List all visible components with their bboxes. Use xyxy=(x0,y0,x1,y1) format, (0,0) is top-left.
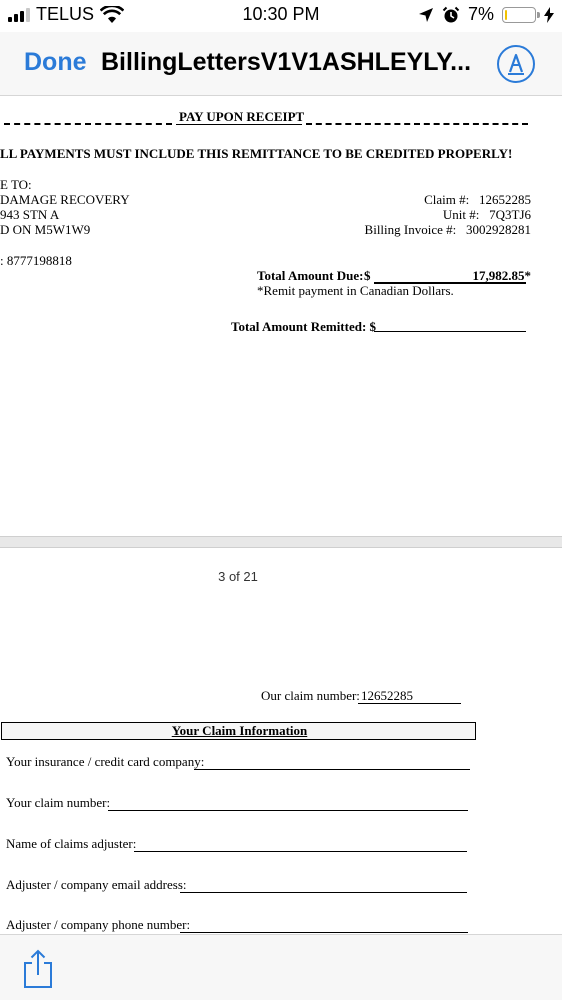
page-indicator: 3 of 21 xyxy=(218,569,258,584)
document-page-remittance[interactable] xyxy=(0,96,562,536)
invoice-number-value: 3002928281 xyxy=(466,222,531,237)
cut-line-left xyxy=(4,123,172,125)
remittance-notice: LL PAYMENTS MUST INCLUDE THIS REMITTANCE TO BE CREDITED PROPERLY! xyxy=(0,146,513,161)
page-separator xyxy=(0,536,562,548)
battery-percent: 7% xyxy=(467,4,494,24)
cut-line-right xyxy=(306,123,528,125)
unit-number-label: Unit #: xyxy=(442,207,480,222)
navigation-bar xyxy=(0,32,562,96)
our-claim-underline xyxy=(358,703,461,704)
heading-underline xyxy=(176,124,302,125)
charging-bolt-icon xyxy=(544,7,554,23)
share-button[interactable] xyxy=(22,949,54,989)
remit-currency-note: *Remit payment in Canadian Dollars. xyxy=(257,283,454,298)
carrier-name: TELUS xyxy=(36,4,95,24)
our-claim-number-label: Our claim number: xyxy=(261,688,360,703)
markup-button[interactable] xyxy=(497,45,535,83)
unit-number-value: 7Q3TJ6 xyxy=(489,207,531,222)
field-label-adjuster-email: Adjuster / company email address: xyxy=(6,877,187,892)
clock: 10:30 PM xyxy=(242,4,320,24)
total-due-label: Total Amount Due: xyxy=(257,268,364,283)
bottom-toolbar xyxy=(0,934,562,1000)
total-due-value: 17,982.85* xyxy=(472,268,531,283)
field-line-claims-adjuster[interactable] xyxy=(134,851,467,852)
our-claim-number-value: 12652285 xyxy=(361,688,413,703)
unit-number-row xyxy=(443,207,531,222)
field-line-insurance-company[interactable] xyxy=(194,769,470,770)
field-line-adjuster-email[interactable] xyxy=(180,892,467,893)
status-right xyxy=(418,4,554,25)
location-arrow-icon xyxy=(418,7,434,23)
document-title: BillingLettersV1V1ASHLEYLY... xyxy=(101,48,472,76)
alarm-clock-icon xyxy=(442,6,460,24)
pay-upon-receipt-heading: PAY UPON RECEIPT xyxy=(179,109,305,124)
section-title: Your Claim Information xyxy=(171,723,308,738)
done-button[interactable]: Done xyxy=(24,48,87,76)
address-line-3: 943 STN A xyxy=(0,207,60,222)
markup-pen-icon xyxy=(499,47,533,81)
address-line-1: E TO: xyxy=(0,177,32,192)
field-label-claim-number: Your claim number: xyxy=(6,795,111,810)
total-remitted-blank[interactable] xyxy=(374,331,526,332)
field-label-insurance-company: Your insurance / credit card company: xyxy=(6,754,205,769)
total-due-currency: $ xyxy=(364,268,371,283)
document-page-claim-info[interactable] xyxy=(0,548,562,934)
field-label-adjuster-phone: Adjuster / company phone number: xyxy=(6,917,191,932)
address-line-2: DAMAGE RECOVERY xyxy=(0,192,130,207)
invoice-number-row xyxy=(365,222,531,237)
field-label-claims-adjuster: Name of claims adjuster: xyxy=(6,836,137,851)
total-remitted-label: Total Amount Remitted: $ xyxy=(231,319,377,334)
invoice-number-label: Billing Invoice #: xyxy=(364,222,457,237)
claim-number-value: 12652285 xyxy=(479,192,531,207)
field-line-adjuster-phone[interactable] xyxy=(180,932,468,933)
status-bar xyxy=(0,0,562,32)
share-icon xyxy=(22,949,54,989)
battery-icon xyxy=(502,7,536,23)
section-header-box xyxy=(1,722,476,740)
field-line-claim-number[interactable] xyxy=(108,810,468,811)
claim-number-label: Claim #: xyxy=(424,192,470,207)
phone-number: : 8777198818 xyxy=(0,253,72,268)
address-line-4: D ON M5W1W9 xyxy=(0,222,91,237)
battery-level-fill xyxy=(505,10,507,20)
claim-number-row xyxy=(424,192,531,207)
